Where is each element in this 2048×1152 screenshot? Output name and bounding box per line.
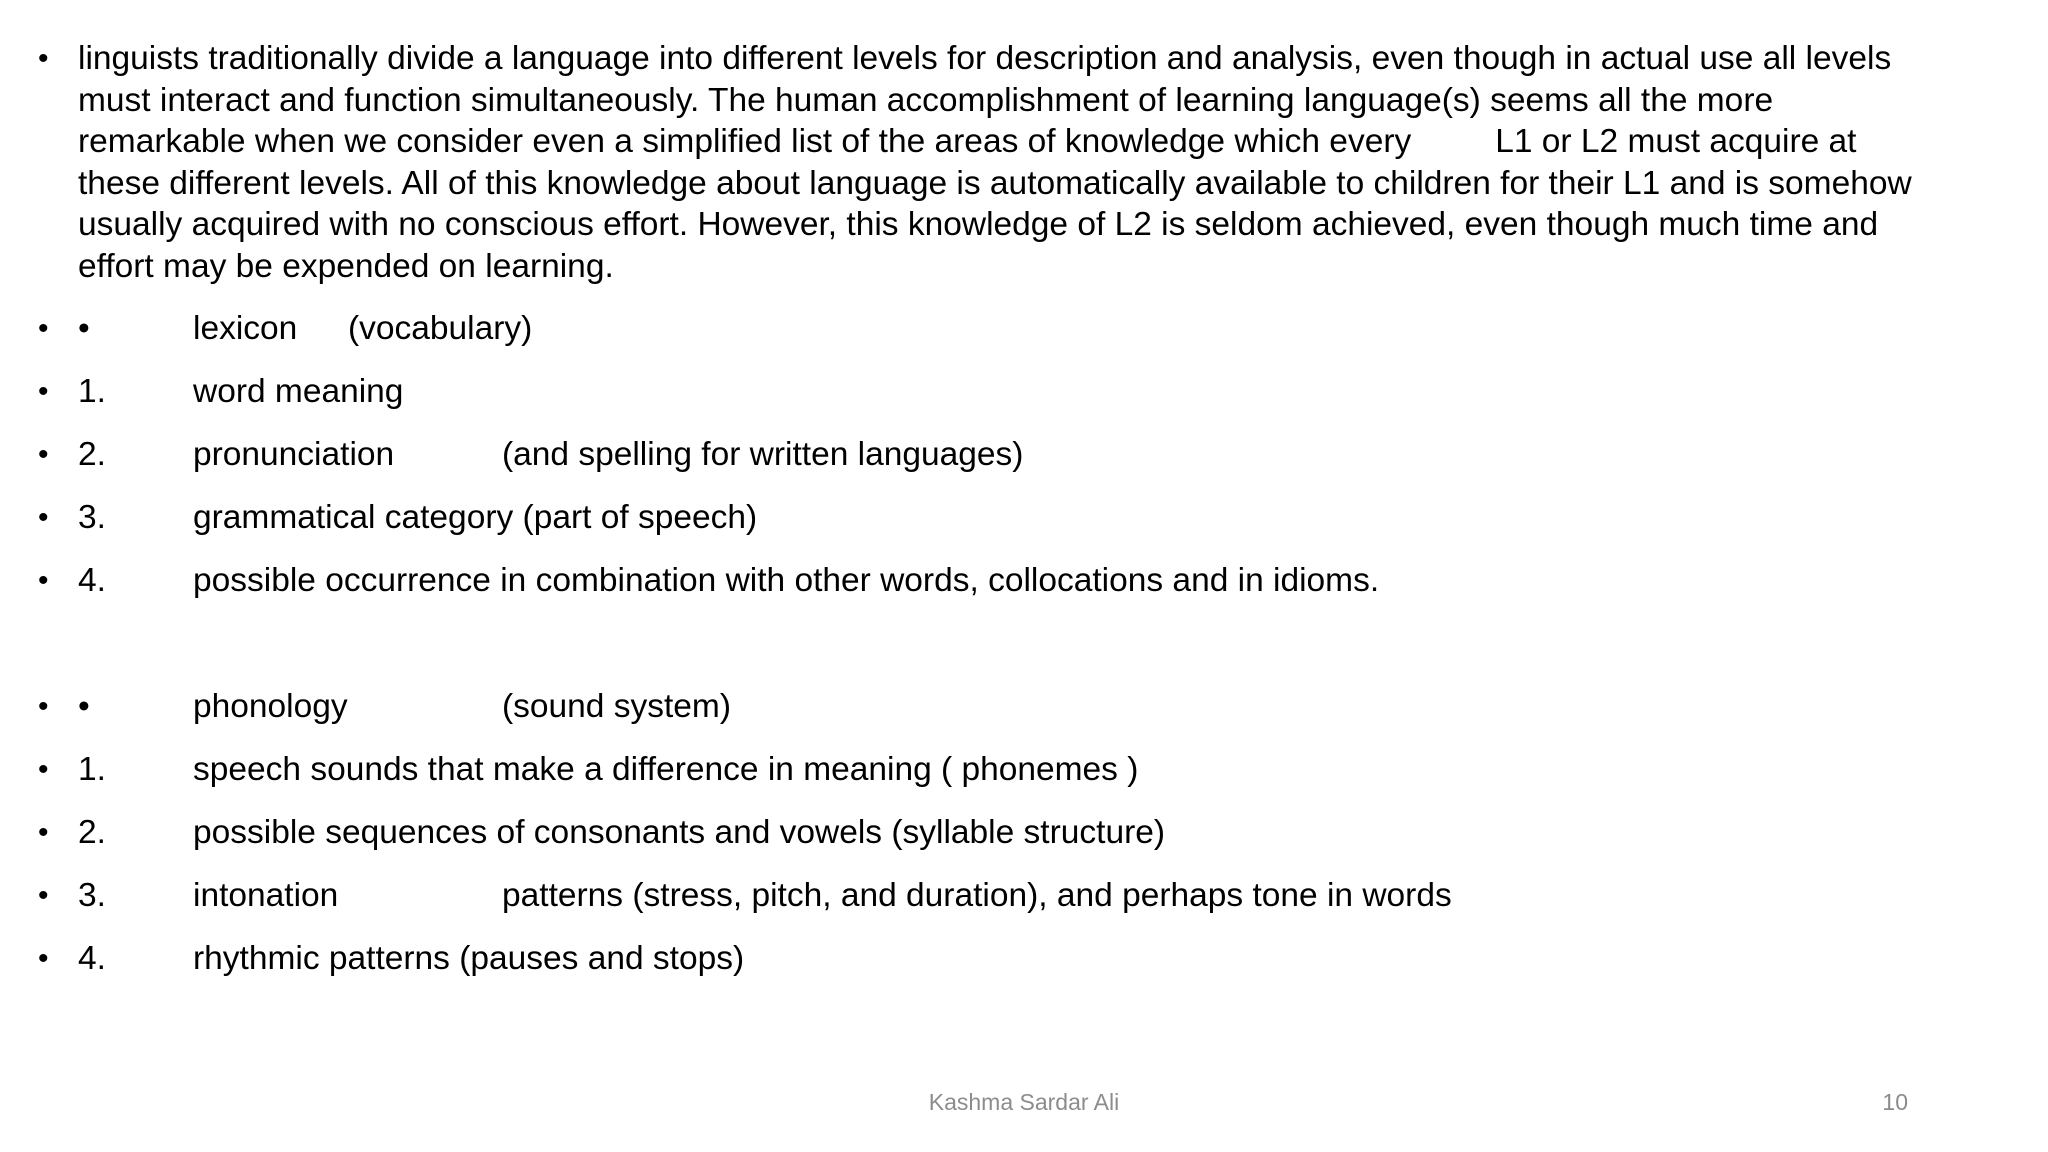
list-item-note: (vocabulary) <box>348 310 533 347</box>
intro-line-4: these different levels. All of this knowledge about language is automatically available to children for their L1 and is somehow <box>78 164 1912 202</box>
bullet-icon: • <box>38 375 49 408</box>
list-marker: 2. <box>78 436 106 473</box>
list-marker: 4. <box>78 940 106 977</box>
list-marker: 3. <box>78 877 106 914</box>
footer-author: Kashma Sardar Ali <box>928 1089 1120 1115</box>
lexicon-heading <box>38 308 2028 371</box>
bullet-icon: • <box>38 312 49 345</box>
intro-paragraph <box>38 38 2028 287</box>
list-item <box>38 560 2028 623</box>
list-item-text: possible occurrence in combination with other words, collocations and in idioms. <box>193 562 1380 599</box>
list-item <box>38 434 2028 497</box>
list-item-text: lexicon <box>193 310 298 347</box>
slide-content <box>38 38 2028 1001</box>
bullet-icon: • <box>38 753 49 786</box>
intro-line-5: usually acquired with no conscious effort. However, this knowledge of L2 is seldom achieved, even though much time and <box>78 206 1879 243</box>
bullet-icon: • <box>38 42 49 75</box>
list-item-note: (sound system) <box>502 688 731 725</box>
list-marker: • <box>78 310 90 347</box>
list-item-text: grammatical category (part of speech) <box>193 499 758 536</box>
list-marker: 4. <box>78 562 106 599</box>
list-item-text: speech sounds that make a difference in meaning ( phonemes ) <box>193 751 1139 788</box>
list-marker: • <box>78 688 90 725</box>
list-item <box>38 497 2028 560</box>
list-item <box>38 749 2028 812</box>
intro-line-3-tail: L1 or L2 must acquire at <box>1495 123 1857 160</box>
list-item <box>38 938 2028 1001</box>
intro-line-6: effort may be expended on learning. <box>78 247 614 285</box>
bullet-icon: • <box>38 690 49 723</box>
bullet-icon: • <box>38 438 49 471</box>
list-item-note: (and spelling for written languages) <box>502 436 1024 473</box>
list-item-text: rhythmic patterns (pauses and stops) <box>193 940 745 977</box>
list-item-note: patterns (stress, pitch, and duration), and perhaps tone in words <box>502 877 1452 914</box>
list-item <box>38 371 2028 434</box>
intro-line-1: linguists traditionally divide a language into different levels for description and analysis, even though in actual use all levels <box>78 40 1892 77</box>
bullet-icon: • <box>38 942 49 975</box>
list-item <box>38 812 2028 875</box>
intro-line-3 <box>78 121 2028 163</box>
list-marker: 1. <box>78 373 106 410</box>
list-item-text: phonology <box>193 688 348 725</box>
list-marker: 2. <box>78 814 106 851</box>
list-item-text: pronunciation <box>193 436 395 473</box>
list-item-text: word meaning <box>193 373 404 410</box>
bullet-icon: • <box>38 816 49 849</box>
list-marker: 1. <box>78 751 106 788</box>
list-item <box>38 875 2028 938</box>
bullet-icon: • <box>38 564 49 597</box>
bullet-icon: • <box>38 501 49 534</box>
bullet-icon: • <box>38 879 49 912</box>
list-item-text: possible sequences of consonants and vowels (syllable structure) <box>193 814 1166 851</box>
phonology-heading <box>38 686 2028 749</box>
intro-line-2: must interact and function simultaneously. The human accomplishment of learning language(s) seems all the more <box>78 81 1774 119</box>
list-item-text: intonation <box>193 877 339 914</box>
list-marker: 3. <box>78 499 106 536</box>
slide-number: 10 <box>1882 1089 1908 1115</box>
intro-line-3-head: remarkable when we consider even a simplified list of the areas of knowledge which every <box>78 123 1412 160</box>
